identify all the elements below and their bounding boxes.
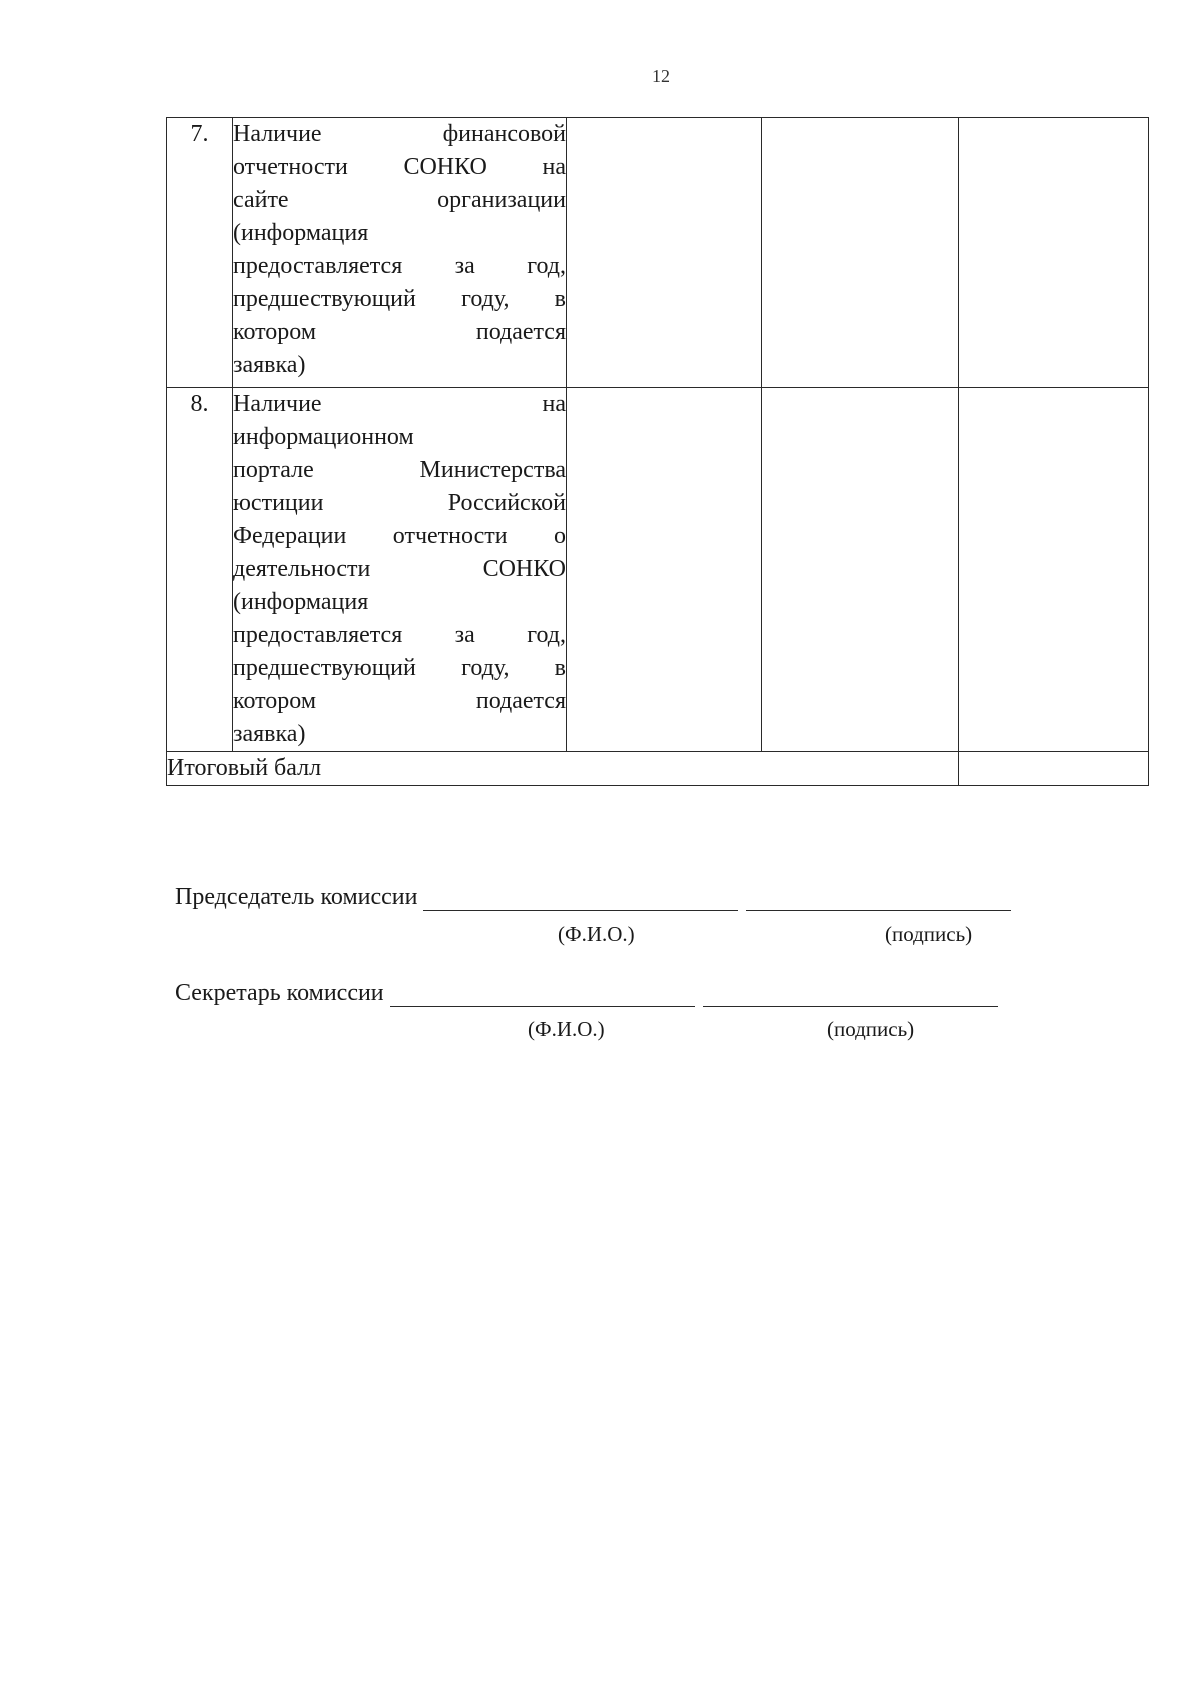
criterion-line: предоставляется за год,	[233, 622, 566, 648]
secretary-signature-caption: (подпись)	[827, 1017, 915, 1041]
chairman-signature-field[interactable]	[746, 887, 1011, 911]
secretary-label: Секретарь комиссии	[175, 980, 384, 1006]
score-cell[interactable]	[959, 388, 1149, 752]
secretary-signature-field[interactable]	[703, 983, 998, 1007]
criterion-line: предоставляется за год,	[233, 253, 566, 279]
criterion-line: котором подается	[233, 319, 566, 345]
criterion-cell	[233, 388, 567, 752]
secretary-signature-block	[175, 980, 998, 1007]
table-row	[167, 388, 1149, 752]
criterion-line: предшествующий году, в	[233, 286, 566, 312]
score-table	[166, 117, 1149, 786]
chairman-signature-block	[175, 884, 1011, 911]
page-number: 12	[652, 66, 670, 86]
chairman-signature-caption: (подпись)	[885, 922, 973, 946]
secretary-name-field[interactable]	[390, 983, 695, 1007]
row-number: 8.	[167, 388, 233, 752]
score-cell[interactable]	[567, 118, 762, 388]
chairman-name-caption: (Ф.И.О.)	[558, 922, 635, 946]
total-row	[167, 752, 1149, 786]
total-score-cell[interactable]	[959, 752, 1149, 786]
criterion-line: предшествующий году, в	[233, 655, 566, 681]
criterion-line: Наличие на	[233, 391, 566, 417]
criterion-line: заявка)	[233, 352, 306, 378]
chairman-name-field[interactable]	[423, 887, 738, 911]
criterion-line: (информация	[233, 220, 369, 246]
total-label: Итоговый балл	[167, 752, 959, 786]
criterion-line: сайте организации	[233, 187, 566, 213]
criterion-line: заявка)	[233, 721, 306, 747]
score-cell[interactable]	[762, 118, 959, 388]
score-cell[interactable]	[959, 118, 1149, 388]
criterion-line: деятельности СОНКО	[233, 556, 566, 582]
criterion-cell	[233, 118, 567, 388]
criterion-line: юстиции Российской	[233, 490, 566, 516]
criterion-line: информационном	[233, 424, 414, 450]
table-row	[167, 118, 1149, 388]
criterion-line: (информация	[233, 589, 369, 615]
criterion-line: портале Министерства	[233, 457, 566, 483]
chairman-label: Председатель комиссии	[175, 884, 418, 910]
criterion-line: котором подается	[233, 688, 566, 714]
criterion-line: Наличие финансовой	[233, 121, 566, 147]
criterion-line: отчетности СОНКО на	[233, 154, 566, 180]
criterion-line: Федерации отчетности о	[233, 523, 566, 549]
row-number: 7.	[167, 118, 233, 388]
secretary-name-caption: (Ф.И.О.)	[528, 1017, 605, 1041]
score-cell[interactable]	[567, 388, 762, 752]
score-cell[interactable]	[762, 388, 959, 752]
